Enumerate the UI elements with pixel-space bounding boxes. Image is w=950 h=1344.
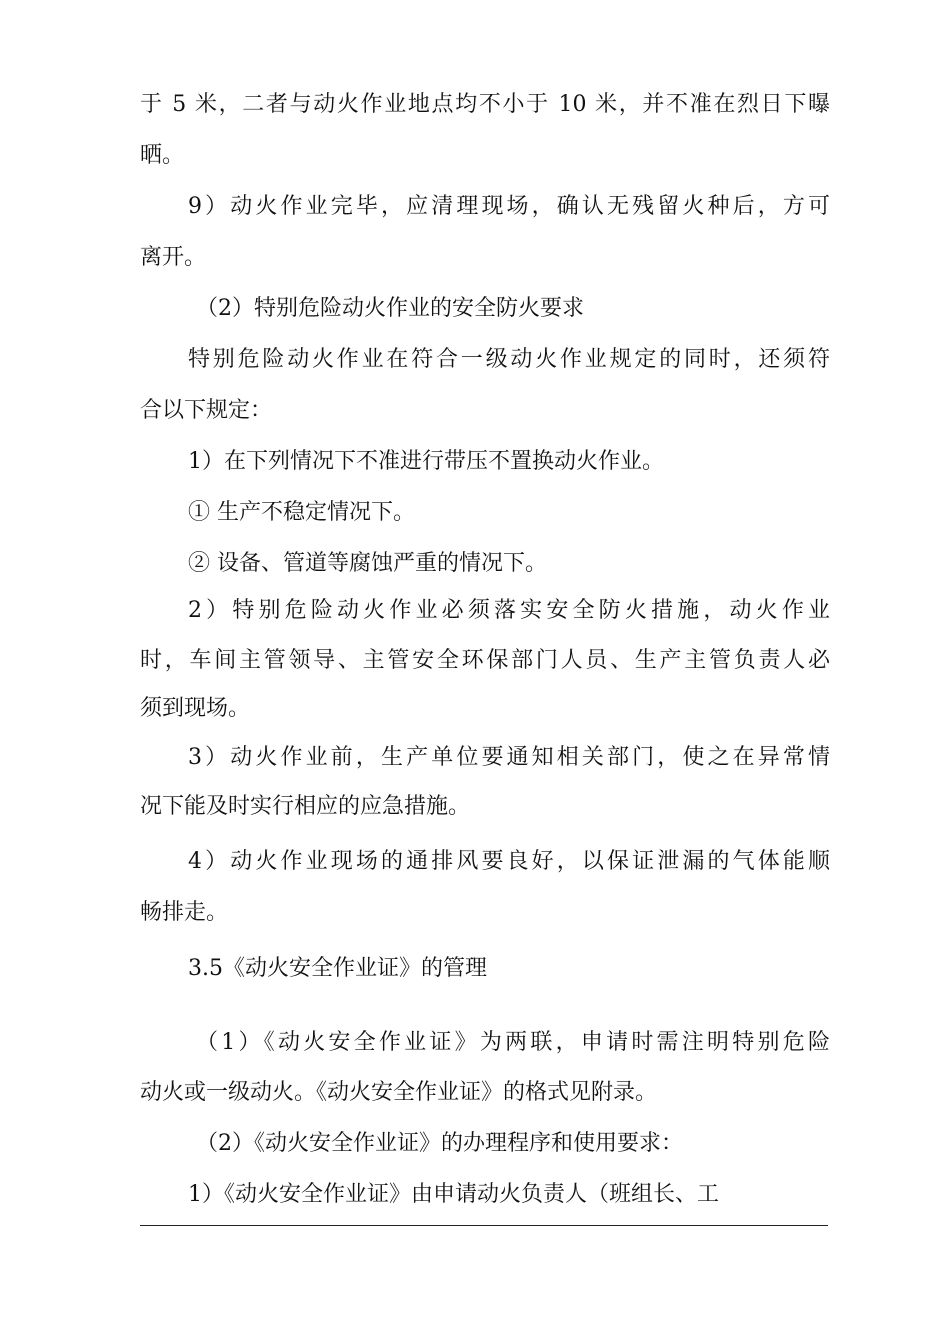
text-line: 4）动火作业现场的通排风要良好，以保证泄漏的气体能顺	[188, 849, 830, 874]
text-line: 3）动火作业前，生产单位要通知相关部门，使之在异常情	[188, 745, 830, 770]
text-line: 须到现场。	[140, 696, 251, 721]
text-line: 况下能及时实行相应的应急措施。	[140, 794, 471, 819]
text-line: 9）动火作业完毕，应清理现场，确认无残留火种后，方可	[188, 194, 830, 219]
text-line: 晒。	[140, 143, 185, 168]
text-line: 1）《动火安全作业证》由申请动火负责人（班组长、工	[188, 1182, 719, 1207]
text-line: ① 生产不稳定情况下。	[188, 500, 415, 525]
section-heading: （2）特别危险动火作业的安全防火要求	[196, 296, 584, 321]
text-line: 时，车间主管领导、主管安全环保部门人员、生产主管负责人必	[140, 648, 830, 673]
section-heading: 3.5《动火安全作业证》的管理	[188, 956, 487, 981]
text-line: （1）《动火安全作业证》为两联，申请时需注明特别危险	[196, 1030, 830, 1055]
text-line: 2）特别危险动火作业必须落实安全防火措施，动火作业	[188, 598, 830, 623]
text-line: 动火或一级动火。《动火安全作业证》的格式见附录。	[140, 1080, 658, 1105]
text-line: 合以下规定：	[140, 398, 273, 423]
text-line: 于 5 米，二者与动火作业地点均不小于 10 米，并不准在烈日下曝	[140, 92, 830, 117]
text-line: 特别危险动火作业在符合一级动火作业规定的同时，还须符	[188, 347, 830, 372]
text-line: 1）在下列情况下不准进行带压不置换动火作业。	[188, 449, 664, 474]
text-line: ② 设备、管道等腐蚀严重的情况下。	[188, 551, 547, 576]
text-line: 畅排走。	[140, 900, 229, 925]
text-line: （2）《动火安全作业证》的办理程序和使用要求：	[196, 1131, 683, 1156]
text-line: 离开。	[140, 245, 207, 270]
footer-rule	[140, 1225, 828, 1226]
